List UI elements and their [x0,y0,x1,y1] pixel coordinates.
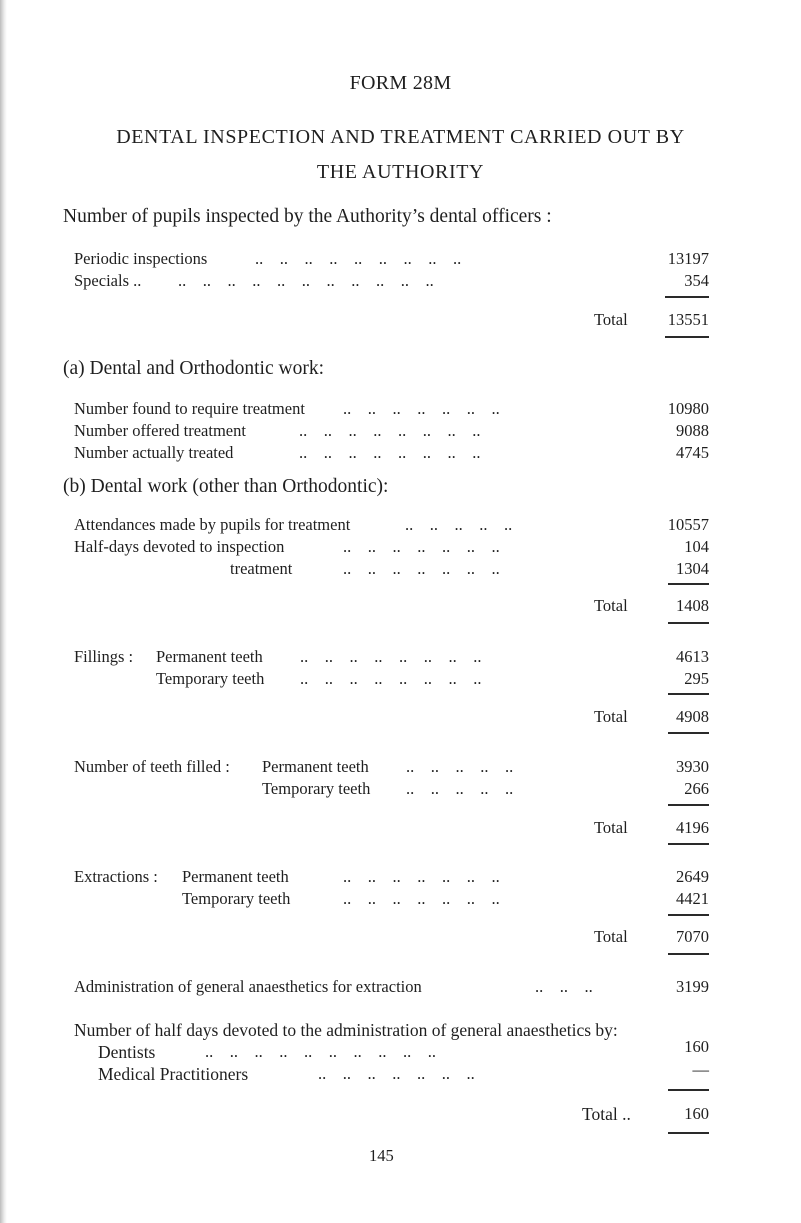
anaesthetics-value: 3199 [676,977,709,996]
halfdays-treatment-value: 1304 [676,559,709,578]
extractions-label: Extractions : [74,867,158,886]
halfdays-total-label: Total [594,596,628,615]
medical-label: Medical Practitioners [98,1064,249,1084]
leader-dots: .. .. .. .. .. .. .. [343,889,500,908]
leader-dots: .. .. .. .. .. [405,515,513,534]
total-rule [665,336,709,338]
leader-dots: .. .. .. .. .. [406,779,514,798]
fillings-permanent-value: 4613 [676,647,709,666]
extractions-temporary-value: 4421 [676,889,709,908]
page-heading-line2: THE AUTHORITY [316,161,485,183]
ga-total-value: 160 [684,1104,709,1123]
section-a-heading: (a) Dental and Orthodontic work: [63,358,325,379]
leader-dots: .. .. .. .. .. .. .. [343,399,500,418]
page-heading-line1: DENTAL INSPECTION AND TREATMENT CARRIED OUT BY [116,126,685,148]
page-number: 145 [369,1146,394,1165]
found-value: 10980 [667,399,709,418]
inspected-intro: Number of pupils inspected by the Authority’s dental officers : [63,206,552,227]
fillings-label: Fillings : [74,647,134,666]
treated-value: 4745 [676,443,709,462]
medical-value: — [692,1060,709,1079]
form-title: FORM 28M [349,72,452,94]
leader-dots: .. .. .. .. .. .. .. .. [299,443,481,462]
filled-total-label: Total [594,818,628,837]
fillings-temporary-value: 295 [684,669,709,688]
filled-temporary-value: 266 [684,779,709,798]
periodic-value: 13197 [667,249,709,268]
halfdays-total-value: 1408 [676,596,709,615]
ga-total-label: Total .. [582,1104,631,1124]
leader-dots: .. .. .. .. .. .. .. .. [299,421,481,440]
total-rule [668,622,709,624]
filled-temporary-label: Temporary teeth [262,779,371,798]
specials-value: 354 [684,271,709,290]
leader-dots: .. .. .. [535,977,593,996]
treatment-label: treatment [230,559,293,578]
leader-dots: .. .. .. .. .. [406,757,514,776]
extractions-temporary-label: Temporary teeth [182,889,291,908]
leader-dots: .. .. .. .. .. .. .. [343,537,500,556]
total-rule [668,953,709,955]
fillings-total-value: 4908 [676,707,709,726]
halfdays-label: Half-days devoted to inspection [74,537,285,556]
attendances-value: 10557 [667,515,709,534]
specials-label: Specials .. [74,271,142,290]
inspected-total-label: Total [594,310,628,329]
treated-label: Number actually treated [74,443,234,462]
inspected-total-value: 13551 [667,310,709,329]
leader-dots: .. .. .. .. .. .. .. .. .. .. .. [178,271,434,290]
total-rule [668,732,709,734]
halfdays-ga-intro: Number of half days devoted to the administration of general anaesthetics by: [74,1020,618,1040]
fillings-permanent-label: Permanent teeth [156,647,263,666]
filled-permanent-value: 3930 [676,757,709,776]
leader-dots: .. .. .. .. .. .. .. [343,867,500,886]
offered-label: Number offered treatment [74,421,246,440]
found-label: Number found to require treatment [74,399,305,418]
fillings-total-label: Total [594,707,628,726]
attendances-label: Attendances made by pupils for treatment [74,515,351,534]
leader-dots: .. .. .. .. .. .. .. .. .. [255,249,462,268]
total-rule [668,1132,709,1134]
leader-dots: .. .. .. .. .. .. .. [343,559,500,578]
offered-value: 9088 [676,421,709,440]
extractions-total-label: Total [594,927,628,946]
sum-rule [665,296,709,298]
extractions-permanent-value: 2649 [676,867,709,886]
periodic-label: Periodic inspections [74,249,208,268]
leader-dots: .. .. .. .. .. .. .. [318,1064,475,1083]
filled-total-value: 4196 [676,818,709,837]
filled-permanent-label: Permanent teeth [262,757,369,776]
sum-rule [668,804,709,806]
halfdays-inspection-value: 104 [684,537,709,556]
sum-rule [668,914,709,916]
section-b-heading: (b) Dental work (other than Orthodontic): [63,476,389,497]
extractions-permanent-label: Permanent teeth [182,867,289,886]
sum-rule [668,1089,709,1091]
filled-label: Number of teeth filled : [74,757,230,776]
sum-rule [668,583,709,585]
total-rule [668,843,709,845]
sum-rule [668,693,709,695]
dentists-value: 160 [684,1037,709,1056]
leader-dots: .. .. .. .. .. .. .. .. [300,669,482,688]
anaesthetics-label: Administration of general anaesthetics for extraction [74,977,422,996]
dentists-label: Dentists [98,1042,156,1062]
extractions-total-value: 7070 [676,927,709,946]
leader-dots: .. .. .. .. .. .. .. .. .. .. [205,1042,436,1061]
leader-dots: .. .. .. .. .. .. .. .. [300,647,482,666]
fillings-temporary-label: Temporary teeth [156,669,265,688]
